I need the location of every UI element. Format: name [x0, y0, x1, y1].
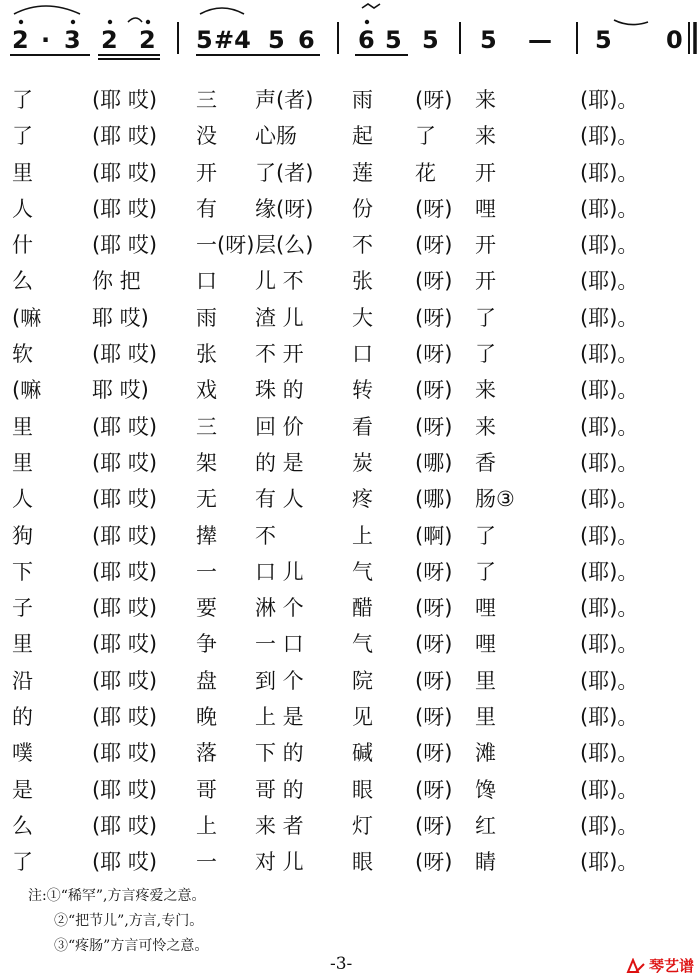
lyric-cell: (耶)。 [580, 741, 639, 766]
lyric-cell: 么 [12, 269, 33, 294]
lyric-cell: (耶)。 [580, 124, 639, 149]
lyric-cell: (耶 哎) [92, 632, 158, 657]
lyric-cell: (耶)。 [580, 305, 639, 330]
lyric-cell: 起 [352, 124, 373, 149]
lyric-cell: (耶 哎) [92, 850, 158, 875]
note-digit: 2 [139, 26, 156, 54]
lyric-cell: 口 [352, 342, 373, 367]
lyric-row [0, 699, 700, 735]
lyric-cell: (耶)。 [580, 269, 639, 294]
lyric-row [0, 445, 700, 481]
lyric-cell: 么 [12, 813, 33, 838]
lyric-cell: (耶 哎) [92, 741, 158, 766]
lyric-cell: (耶)。 [580, 596, 639, 621]
lyric-cell: 转 [352, 378, 373, 403]
note-digit: 5 [422, 26, 439, 54]
watermark-text: 琴艺谱 [648, 957, 694, 975]
lyric-row [0, 82, 700, 118]
lyric-cell: 什 [12, 233, 33, 258]
note-digit: 6 [298, 26, 315, 54]
note-digit: 5 [385, 26, 402, 54]
lyric-row [0, 626, 700, 662]
lyric-cell: 要 [196, 596, 217, 621]
lyric-row [0, 191, 700, 227]
lyric-cell: 你 把 [92, 269, 141, 294]
lyric-cell: 哥 的 [255, 777, 304, 802]
rhythm-underlines [10, 55, 408, 59]
lyric-row [0, 590, 700, 626]
qinyipu-logo-icon [626, 958, 646, 974]
lyric-cell: 不 [255, 523, 276, 548]
note-digit: 5 [196, 26, 213, 54]
lyric-cell: 雨 [352, 88, 373, 112]
lyric-cell: 不 [352, 233, 373, 258]
lyric-row [0, 263, 700, 299]
lyric-cell: 上 是 [255, 705, 304, 730]
lyric-cell: 里 [12, 160, 33, 185]
lyric-cell: 不 开 [255, 342, 304, 367]
lyric-cell: (耶)。 [580, 523, 639, 548]
lyric-row [0, 735, 700, 771]
lyric-cell: (耶 哎) [92, 450, 158, 475]
lyric-cell: (耶 哎) [92, 342, 158, 367]
lyric-cell: 来 [475, 414, 496, 439]
lyric-cell: (耶 哎) [92, 487, 158, 512]
lyric-cell: 里 [12, 414, 33, 439]
lyric-row [0, 227, 700, 263]
lyric-cell: (啊) [415, 523, 453, 548]
lyric-cell: 噗 [12, 741, 33, 766]
lyric-cell: 份 [352, 196, 373, 221]
lyric-cell: 晚 [196, 705, 217, 730]
lyric-cell: (呀) [415, 850, 453, 875]
lyric-cell: 开 [475, 269, 496, 294]
lyric-cell: 到 个 [255, 668, 304, 693]
lyric-cell: 院 [352, 668, 373, 693]
lyric-cell: (耶)。 [580, 88, 639, 112]
lyric-cell: 一 [196, 850, 217, 875]
lyric-cell: 疼 [352, 487, 373, 512]
lyric-cell: 灯 [352, 813, 373, 838]
lyric-row [0, 118, 700, 154]
lyric-cell: (耶 哎) [92, 414, 158, 439]
lyric-cell: (耶 哎) [92, 813, 158, 838]
footnotes [28, 884, 208, 959]
lyric-cell: (嘛 [12, 305, 42, 330]
lyric-cell: (耶)。 [580, 233, 639, 258]
lyric-cell: 撵 [196, 523, 217, 548]
lyric-cell: 来 [475, 88, 496, 112]
lyric-row [0, 481, 700, 517]
lyric-cell: 回 价 [255, 414, 304, 439]
footnote-3: ③“疼肠”方言可怜之意。 [54, 938, 209, 954]
lyric-cell: (呀) [415, 88, 453, 112]
lyric-cell: (耶 哎) [92, 160, 158, 185]
lyric-cell: (耶)。 [580, 450, 639, 475]
lyric-cell: (耶)。 [580, 487, 639, 512]
lyric-cell: 碱 [352, 741, 373, 766]
lyric-cell: 人 [12, 487, 33, 512]
lyric-cell: 气 [352, 632, 373, 657]
lyric-row [0, 300, 700, 336]
lyric-cell: 来 [475, 124, 496, 149]
lyric-cell: (呀) [415, 378, 453, 403]
lyric-cell: (呀) [415, 305, 453, 330]
note-digit: 0 [666, 26, 683, 54]
lyric-cell: (耶)。 [580, 632, 639, 657]
lyric-cell: 落 [196, 741, 217, 766]
lyric-cell: (呀) [415, 596, 453, 621]
lyric-cell: 哩 [475, 596, 496, 621]
lyric-cell: 开 [475, 233, 496, 258]
note-digit: 3 [64, 26, 81, 54]
lyric-cell: (耶)。 [580, 196, 639, 221]
lyric-cell: 香 [475, 450, 496, 475]
lyric-cell: (呀) [415, 632, 453, 657]
lyric-cell: 子 [12, 596, 33, 621]
lyric-cell: (嘛 [12, 378, 42, 403]
lyric-cell: (耶)。 [580, 777, 639, 802]
note-digit: 5 [595, 26, 612, 54]
lyric-cell: (哪) [415, 450, 453, 475]
lyric-cell: 了 [12, 850, 33, 875]
watermark [626, 955, 694, 976]
lyric-cell: 上 [352, 523, 373, 548]
lyric-cell: 眼 [352, 777, 373, 802]
lyric-cell: 声(者) [255, 88, 314, 112]
lyric-cell: 没 [196, 124, 217, 149]
lyric-cell: 口 儿 [255, 559, 304, 584]
lyric-cell: (呀) [415, 668, 453, 693]
lyric-cell: 花 [415, 160, 436, 185]
lyric-cell: 有 [196, 196, 217, 221]
lyric-cell: 哩 [475, 632, 496, 657]
lyric-cell: 滩 [475, 741, 496, 766]
lyric-cell: 了 [415, 124, 436, 149]
lyric-cell: 的 [12, 705, 33, 730]
lyric-row [0, 663, 700, 699]
lyric-cell: 来 [475, 378, 496, 403]
lyric-cell: 大 [352, 305, 373, 330]
lyric-cell: 盘 [196, 668, 217, 693]
lyric-row [0, 336, 700, 372]
note-digit: 6 [358, 26, 375, 54]
lyric-cell: 张 [352, 269, 373, 294]
lyric-row [0, 155, 700, 191]
lyric-cell: 软 [12, 342, 33, 367]
lyric-cell: 了 [475, 523, 496, 548]
lyric-cell: (呀) [415, 559, 453, 584]
lyric-cell: (耶)。 [580, 414, 639, 439]
lyric-cell: 开 [196, 160, 217, 185]
lyric-cell: 了 [12, 124, 33, 149]
lyric-cell: 雨 [196, 305, 217, 330]
lyric-cell: 红 [475, 813, 496, 838]
lyric-cell: 莲 [352, 160, 373, 185]
lyric-cell: 了 [12, 88, 33, 112]
lyric-cell: (哪) [415, 487, 453, 512]
notation-svg [0, 0, 700, 62]
lyric-row [0, 772, 700, 808]
lyric-cell: 眼 [352, 850, 373, 875]
lyric-cell: 了(者) [255, 160, 314, 185]
lyric-row [0, 518, 700, 554]
lyric-cell: 珠 的 [255, 378, 304, 403]
lyric-cell: (耶)。 [580, 705, 639, 730]
lyric-cell: 炭 [352, 450, 373, 475]
lyric-cell: (耶 哎) [92, 559, 158, 584]
lyric-cell: 醋 [352, 596, 373, 621]
lyric-cell: (耶)。 [580, 378, 639, 403]
lyric-cell: 上 [196, 813, 217, 838]
lyric-cell: 架 [196, 450, 217, 475]
lyric-cell: 心肠 [255, 124, 297, 149]
lyric-cell: 一 口 [255, 632, 304, 657]
lyric-cell: (耶)。 [580, 342, 639, 367]
page-number: -3- [330, 954, 353, 974]
note-digit: 2 [101, 26, 118, 54]
lyric-row [0, 844, 700, 880]
lyric-cell: 有 人 [255, 487, 304, 512]
lyric-cell: (呀) [415, 342, 453, 367]
lyric-cell: 耶 哎) [92, 305, 149, 330]
note-digit: 2 [12, 26, 29, 54]
note-digits [12, 26, 683, 54]
lyric-cell: 气 [352, 559, 373, 584]
lyric-cell: 耶 哎) [92, 378, 149, 403]
lyric-cell: 了 [475, 559, 496, 584]
lyric-cell: 了 [475, 305, 496, 330]
lyric-cell: 人 [12, 196, 33, 221]
lyric-cell: 看 [352, 414, 373, 439]
lyric-cell: (耶 哎) [92, 705, 158, 730]
lyric-cell: (耶)。 [580, 559, 639, 584]
lyric-cell: 对 儿 [255, 850, 304, 875]
note-digit: · [41, 26, 51, 54]
lyric-row [0, 372, 700, 408]
lyric-cell: (耶 哎) [92, 596, 158, 621]
lyric-cell: (耶 哎) [92, 233, 158, 258]
lyric-cell: (耶 哎) [92, 777, 158, 802]
lyric-cell: (耶 哎) [92, 88, 158, 112]
note-digit: 5 [480, 26, 497, 54]
lyric-cell: (呀) [415, 741, 453, 766]
lyric-cell: 争 [196, 632, 217, 657]
lyric-cell: (耶 哎) [92, 196, 158, 221]
lyric-cell: (耶)。 [580, 813, 639, 838]
lyric-cell: 缘(呀) [255, 196, 314, 221]
lyric-cell: 儿 不 [255, 269, 304, 294]
lyric-cell: 来 者 [255, 813, 304, 838]
lyric-cell: 了 [475, 342, 496, 367]
lyric-cell: (耶)。 [580, 850, 639, 875]
lyric-cell: 馋 [475, 777, 496, 802]
footnote-1: 注:①“稀罕”,方言疼爱之意。 [28, 888, 206, 904]
footnote-2: ②“把节儿”,方言,专门。 [54, 913, 204, 929]
note-digit: — [528, 26, 552, 54]
lyric-cell: 沿 [12, 668, 33, 693]
lyric-cell: 口 [196, 269, 217, 294]
lyric-row [0, 808, 700, 844]
lyric-cell: 下 [12, 559, 33, 584]
lyric-cell: 见 [352, 705, 373, 730]
lyric-cell: 哥 [196, 777, 217, 802]
lyric-row [0, 554, 700, 590]
lyric-cell: 哩 [475, 196, 496, 221]
lyric-cell: 里 [475, 668, 496, 693]
lyric-cell: 里 [12, 450, 33, 475]
lyric-cell: (耶 哎) [92, 668, 158, 693]
lyric-cell: 里 [475, 705, 496, 730]
lyric-cell: 是 [12, 777, 33, 802]
note-digit: #4 [214, 26, 251, 54]
note-digit: 5 [268, 26, 285, 54]
lyric-cell: (呀) [415, 196, 453, 221]
lyric-row [0, 409, 700, 445]
lyric-cell: 张 [196, 342, 217, 367]
lyric-cell: 一 [196, 559, 217, 584]
lyric-cell: 的 是 [255, 450, 304, 475]
lyric-cell: 渣 儿 [255, 305, 304, 330]
lyric-cell: (呀) [415, 414, 453, 439]
lyric-cell: 狗 [12, 523, 33, 548]
lyric-cell: 淋 个 [255, 596, 304, 621]
lyric-cell: 肠③ [475, 487, 515, 512]
lyric-cell: 戏 [196, 378, 217, 403]
lyric-cell: 一(呀) [196, 233, 255, 258]
lyric-cell: (呀) [415, 269, 453, 294]
lyrics-table [0, 82, 700, 881]
lyric-cell: (耶)。 [580, 668, 639, 693]
lyric-cell: (呀) [415, 233, 453, 258]
lyric-cell: (呀) [415, 777, 453, 802]
lyric-cell: (耶)。 [580, 160, 639, 185]
octave-dots [19, 20, 369, 24]
numbered-notation-staff [0, 0, 700, 62]
lyric-cell: 层(么) [255, 233, 314, 258]
lyric-cell: (呀) [415, 705, 453, 730]
lyric-cell: 睛 [475, 850, 496, 875]
lyric-cell: (呀) [415, 813, 453, 838]
lyric-cell: 三 [196, 88, 217, 112]
lyric-cell: (耶 哎) [92, 523, 158, 548]
lyric-cell: 开 [475, 160, 496, 185]
lyric-cell: 里 [12, 632, 33, 657]
lyric-cell: (耶 哎) [92, 124, 158, 149]
lyric-cell: 无 [196, 487, 217, 512]
lyric-cell: 下 的 [255, 741, 304, 766]
lyric-cell: 三 [196, 414, 217, 439]
